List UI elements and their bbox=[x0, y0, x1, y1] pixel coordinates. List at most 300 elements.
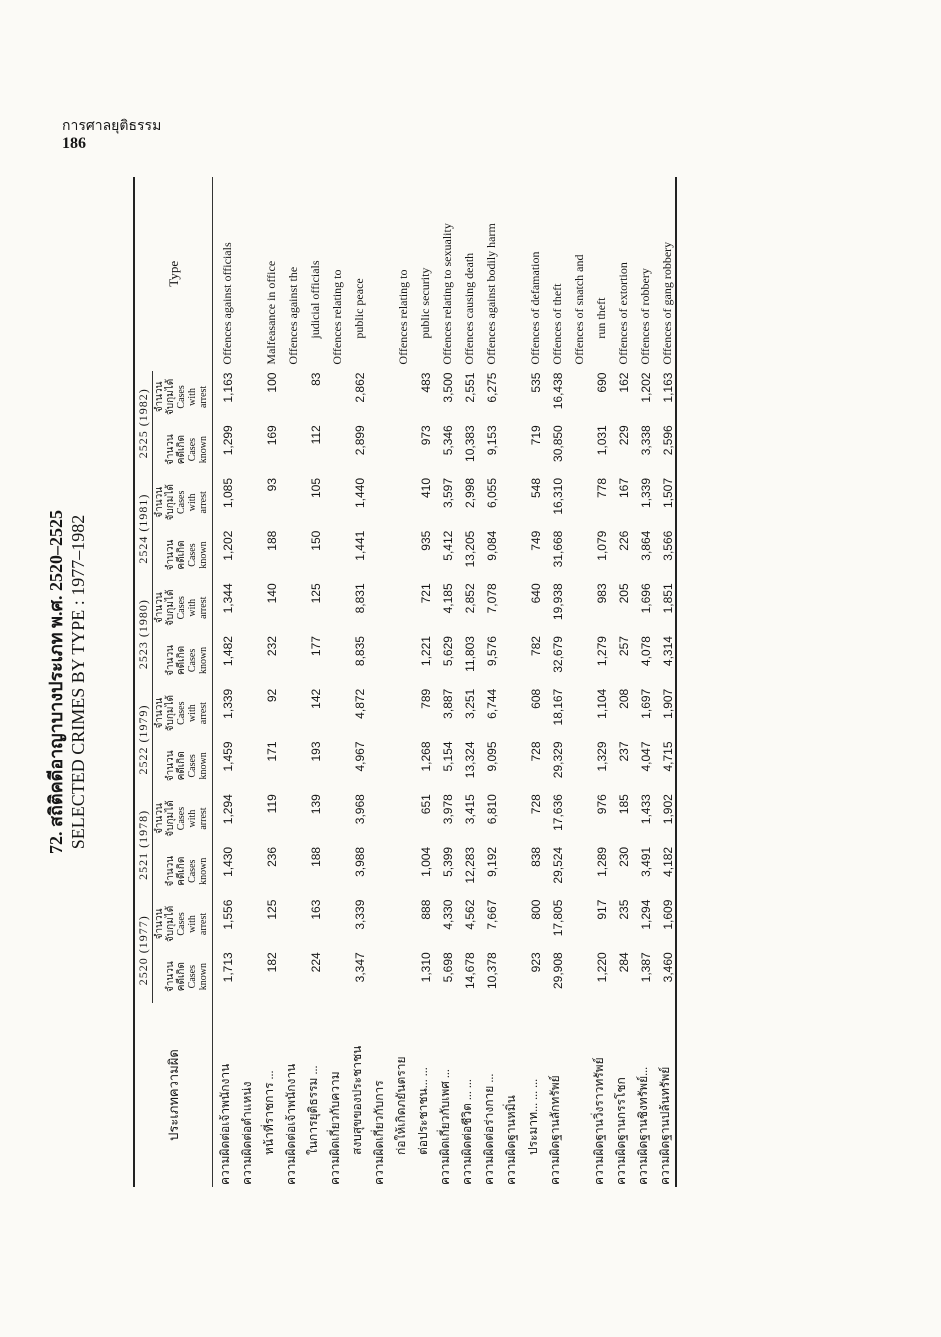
year-header-3: 2523 (1980) bbox=[134, 581, 153, 686]
cases-with-arrest-cell: 608 bbox=[529, 688, 543, 709]
cases-with-arrest-cell bbox=[565, 792, 587, 845]
cases-known-header bbox=[153, 845, 213, 898]
cases-known-cell: 8,835 bbox=[353, 636, 367, 667]
cases-known-cell bbox=[279, 739, 301, 792]
cases-with-arrest-cell: 6,055 bbox=[485, 477, 499, 508]
cases-with-arrest-cell: 1,294 bbox=[639, 899, 653, 930]
cases-with-arrest-cell bbox=[367, 476, 389, 529]
cases-with-arrest-cell: 208 bbox=[617, 688, 631, 709]
cases-with-arrest-cell: 410 bbox=[419, 477, 433, 498]
cases-known-cell: 32,679 bbox=[551, 636, 565, 673]
cases-with-arrest-cell: 185 bbox=[617, 794, 631, 815]
cases-known-cell bbox=[499, 423, 521, 476]
cases-known-cell bbox=[389, 634, 411, 687]
cases-with-arrest-cell: 139 bbox=[309, 794, 323, 815]
cases-known-cell bbox=[565, 845, 587, 898]
subheader-word: จับกุมได้ bbox=[165, 484, 176, 521]
cases-with-arrest-cell: 983 bbox=[595, 583, 609, 604]
cases-with-arrest-cell: 651 bbox=[419, 794, 433, 815]
cases-with-arrest-cell: 888 bbox=[419, 899, 433, 920]
cases-known-cell: 4,047 bbox=[639, 741, 653, 772]
row-type-thai: ความผิดต่อเจ้าพนักงาน bbox=[284, 1063, 298, 1185]
cases-with-arrest-cell: 1,507 bbox=[653, 476, 676, 529]
table-row bbox=[609, 177, 631, 1187]
cases-with-arrest-cell: 917 bbox=[595, 899, 609, 920]
cases-with-arrest-cell: 3,978 bbox=[441, 794, 455, 825]
cases-known-header bbox=[153, 739, 213, 792]
row-type-thai: ความผิดฐานชิงทรัพย์... bbox=[636, 1066, 650, 1185]
cases-with-arrest-cell bbox=[323, 687, 345, 740]
year-header-2: 2522 (1979) bbox=[134, 687, 153, 792]
cases-known-cell bbox=[323, 423, 345, 476]
cases-with-arrest-cell: 2,998 bbox=[463, 477, 477, 508]
cases-known-cell: 29,329 bbox=[551, 741, 565, 779]
cases-with-arrest-cell: 17,805 bbox=[551, 899, 565, 937]
subheader-word: จำนวน bbox=[165, 855, 176, 887]
cases-with-arrest-cell bbox=[367, 687, 389, 740]
cases-known-cell: 5,346 bbox=[441, 425, 455, 456]
cases-with-arrest-cell bbox=[389, 581, 411, 634]
row-type-english: Offences of robbery bbox=[638, 268, 652, 365]
cases-with-arrest-cell: 1,851 bbox=[653, 581, 676, 634]
cases-known-cell bbox=[565, 950, 587, 1003]
cases-known-cell bbox=[235, 423, 257, 476]
cases-known-cell: 177 bbox=[309, 636, 323, 657]
cases-with-arrest-cell: 789 bbox=[419, 688, 433, 709]
cases-known-cell: 1,220 bbox=[595, 952, 609, 983]
cases-with-arrest-cell: 778 bbox=[595, 477, 609, 498]
cases-with-arrest-cell: 800 bbox=[529, 899, 543, 920]
cases-with-arrest-cell bbox=[565, 581, 587, 634]
cases-known-cell bbox=[565, 634, 587, 687]
cases-with-arrest-cell: 535 bbox=[529, 372, 543, 393]
cases-known-cell: 169 bbox=[265, 425, 279, 446]
cases-known-cell: 284 bbox=[617, 952, 631, 973]
subheader-word: คดีเกิด bbox=[176, 645, 187, 676]
table-title bbox=[45, 177, 89, 1187]
cases-with-arrest-cell: 167 bbox=[617, 477, 631, 498]
cases-known-cell bbox=[235, 634, 257, 687]
subheader-word: จับกุมได้ bbox=[165, 694, 176, 732]
cases-known-cell: 2,899 bbox=[353, 425, 367, 456]
cases-with-arrest-cell: 2,852 bbox=[463, 583, 477, 614]
cases-with-arrest-cell bbox=[279, 581, 301, 634]
subheader-word: known bbox=[198, 752, 209, 780]
cases-with-arrest-cell: 1,696 bbox=[639, 583, 653, 614]
cases-known-cell: 13,205 bbox=[463, 530, 477, 568]
cases-with-arrest-cell: 105 bbox=[309, 477, 323, 498]
cases-with-arrest-cell bbox=[499, 476, 521, 529]
row-type-english: Offences of snatch and bbox=[572, 254, 586, 365]
subheader-word: จำนวน bbox=[154, 908, 165, 940]
cases-with-arrest-cell: 1,609 bbox=[653, 898, 676, 951]
cases-with-arrest-cell bbox=[279, 371, 301, 424]
subheader-word: Cases bbox=[176, 806, 187, 831]
cases-known-cell bbox=[235, 739, 257, 792]
table-body bbox=[213, 177, 677, 1187]
cases-known-cell bbox=[235, 529, 257, 582]
cases-known-cell bbox=[499, 529, 521, 582]
cases-known-cell: 9,192 bbox=[485, 846, 499, 877]
table-row bbox=[543, 177, 565, 1187]
subheader-word: Cases bbox=[187, 437, 198, 462]
cases-with-arrest-cell bbox=[323, 476, 345, 529]
cases-with-arrest-header bbox=[153, 792, 213, 845]
cases-with-arrest-cell: 140 bbox=[265, 583, 279, 604]
row-type-thai: หน้าที่ราชการ ... bbox=[262, 1070, 276, 1155]
table-row bbox=[235, 177, 257, 1187]
row-type-english: public peace bbox=[352, 278, 366, 339]
subheader-word: จำนวน bbox=[165, 961, 176, 993]
year-header-row bbox=[134, 177, 153, 1187]
table-row bbox=[323, 177, 345, 1187]
cases-with-arrest-cell: 2,551 bbox=[463, 372, 477, 403]
cases-with-arrest-cell bbox=[323, 898, 345, 951]
cases-known-cell: 9,576 bbox=[485, 636, 499, 667]
cases-with-arrest-cell: 728 bbox=[529, 794, 543, 815]
cases-known-cell: 1,279 bbox=[595, 636, 609, 667]
cases-known-cell: 224 bbox=[309, 952, 323, 973]
cases-known-cell: 31,668 bbox=[551, 530, 565, 568]
cases-with-arrest-cell bbox=[389, 792, 411, 845]
cases-with-arrest-cell bbox=[279, 792, 301, 845]
cases-with-arrest-cell: 83 bbox=[309, 372, 323, 386]
subheader-word: คดีเกิด bbox=[176, 856, 187, 886]
row-type-thai: ความผิดฐานวิ่งราวทรัพย์ bbox=[592, 1057, 606, 1185]
subheader-word: Cases bbox=[176, 490, 187, 514]
cases-known-cell: 257 bbox=[617, 636, 631, 657]
cases-known-cell: 3,566 bbox=[653, 529, 676, 582]
page-number: 186 bbox=[62, 135, 86, 152]
row-type-english: Offences against officials bbox=[220, 242, 234, 365]
cases-known-cell bbox=[235, 950, 257, 1003]
cases-known-cell bbox=[367, 950, 389, 1003]
cases-with-arrest-cell: 3,339 bbox=[353, 899, 367, 930]
subheader-word: Cases bbox=[176, 701, 187, 725]
cases-known-cell: 4,182 bbox=[653, 845, 676, 898]
cases-known-cell bbox=[279, 529, 301, 582]
cases-with-arrest-cell: 1,339 bbox=[221, 688, 235, 719]
cases-with-arrest-cell: 17,636 bbox=[551, 794, 565, 831]
cases-known-cell: 5,412 bbox=[441, 530, 455, 561]
cases-known-cell: 12,283 bbox=[463, 846, 477, 884]
row-type-thai: ความผิดเกี่ยวกับความ bbox=[328, 1071, 342, 1185]
cases-with-arrest-cell: 1,433 bbox=[639, 794, 653, 825]
cases-with-arrest-cell: 548 bbox=[529, 477, 543, 498]
row-type-english: Offences against bodily harm bbox=[484, 223, 498, 365]
row-type-english: Offences of defamation bbox=[528, 251, 542, 365]
cases-with-arrest-cell: 3,415 bbox=[463, 794, 477, 825]
subheader-word: arrest bbox=[198, 807, 209, 830]
cases-known-cell bbox=[389, 423, 411, 476]
crime-statistics-table bbox=[133, 177, 677, 1187]
cases-known-cell: 237 bbox=[617, 741, 631, 762]
cases-known-cell: 1,713 bbox=[221, 952, 235, 983]
subheader-word: จำนวน bbox=[154, 803, 165, 834]
cases-known-cell: 5,698 bbox=[441, 952, 455, 983]
row-type-thai: ความผิดฐานกรรโชก bbox=[614, 1077, 628, 1185]
type-thai-header: ประเภทความผิด bbox=[166, 1049, 181, 1141]
cases-with-arrest-cell: 162 bbox=[617, 372, 631, 393]
cases-known-cell: 935 bbox=[419, 530, 433, 551]
cases-with-arrest-cell: 93 bbox=[265, 477, 279, 492]
cases-with-arrest-cell: 1,294 bbox=[221, 794, 235, 825]
row-type-thai: ประมาท... ... ... bbox=[526, 1078, 540, 1155]
table-row bbox=[521, 177, 543, 1187]
cases-with-arrest-cell bbox=[235, 581, 257, 634]
cases-with-arrest-cell bbox=[323, 792, 345, 845]
subheader-word: known bbox=[198, 963, 209, 991]
cases-with-arrest-cell: 19,938 bbox=[551, 583, 565, 621]
cases-known-cell bbox=[367, 529, 389, 582]
row-type-english: Malfeasance in office bbox=[264, 260, 278, 365]
table-row bbox=[301, 177, 323, 1187]
subheader-word: จับกุมได้ bbox=[165, 378, 176, 416]
cases-known-cell bbox=[323, 529, 345, 582]
cases-known-cell: 112 bbox=[309, 425, 323, 445]
cases-with-arrest-cell bbox=[235, 898, 257, 951]
cases-with-arrest-cell: 1,339 bbox=[639, 477, 653, 508]
running-title: การศาลยุติธรรม bbox=[62, 119, 162, 134]
row-type-thai bbox=[565, 1003, 587, 1187]
cases-with-arrest-cell: 1,104 bbox=[595, 688, 609, 719]
cases-with-arrest-cell bbox=[499, 792, 521, 845]
cases-with-arrest-cell: 119 bbox=[265, 794, 279, 814]
cases-with-arrest-cell: 1,902 bbox=[653, 792, 676, 845]
cases-known-cell: 193 bbox=[309, 741, 323, 762]
cases-with-arrest-cell bbox=[279, 476, 301, 529]
cases-known-cell: 1,202 bbox=[221, 530, 235, 561]
cases-known-cell: 3,864 bbox=[639, 530, 653, 561]
cases-known-cell bbox=[389, 950, 411, 1003]
row-type-english bbox=[499, 177, 521, 371]
subheader-word: จับกุมได้ bbox=[165, 905, 176, 943]
cases-known-cell: 4,715 bbox=[653, 739, 676, 792]
cases-with-arrest-cell: 690 bbox=[595, 372, 609, 393]
cases-with-arrest-cell bbox=[323, 581, 345, 634]
cases-known-cell: 236 bbox=[265, 846, 279, 867]
cases-with-arrest-cell: 7,078 bbox=[485, 583, 499, 614]
subheader-word: คดีเกิด bbox=[176, 962, 187, 992]
cases-with-arrest-cell bbox=[367, 371, 389, 424]
cases-known-cell: 1,310 bbox=[419, 952, 433, 983]
cases-with-arrest-cell: 142 bbox=[309, 688, 323, 709]
row-type-thai: ความผิดเกี่ยวกับการ bbox=[372, 1080, 386, 1185]
cases-with-arrest-cell: 2,862 bbox=[353, 372, 367, 403]
cases-with-arrest-cell: 16,438 bbox=[551, 372, 565, 410]
cases-known-cell: 4,967 bbox=[353, 741, 367, 772]
cases-known-cell: 1,329 bbox=[595, 741, 609, 772]
cases-with-arrest-cell: 7,667 bbox=[485, 899, 499, 930]
cases-known-cell: 226 bbox=[617, 530, 631, 551]
cases-known-cell: 188 bbox=[309, 846, 323, 867]
cases-with-arrest-cell bbox=[367, 898, 389, 951]
cases-with-arrest-cell: 125 bbox=[265, 899, 279, 920]
subheader-word: จำนวน bbox=[165, 645, 176, 676]
row-type-english: Offences relating to bbox=[396, 269, 410, 365]
row-type-english: Offences against the bbox=[286, 266, 300, 365]
subheader-word: arrest bbox=[198, 491, 209, 514]
cases-with-arrest-cell: 1,440 bbox=[353, 477, 367, 508]
cases-known-cell bbox=[323, 950, 345, 1003]
table-row bbox=[279, 177, 301, 1187]
subheader-word: Cases bbox=[187, 964, 198, 989]
cases-known-cell bbox=[499, 739, 521, 792]
subheader-word: Cases bbox=[187, 648, 198, 673]
cases-known-cell: 782 bbox=[529, 636, 543, 657]
subheader-word: จับกุมได้ bbox=[165, 800, 176, 837]
subheader-word: arrest bbox=[198, 702, 209, 725]
cases-known-cell: 1,289 bbox=[595, 846, 609, 877]
cases-known-cell bbox=[389, 845, 411, 898]
page-header bbox=[62, 118, 161, 152]
row-type-thai: ความผิดฐานปล้นทรัพย์ bbox=[653, 1003, 676, 1187]
row-type-english: Offences of theft bbox=[550, 283, 564, 365]
cases-with-arrest-cell: 976 bbox=[595, 794, 609, 815]
subheader-word: จับกุมได้ bbox=[165, 589, 176, 626]
cases-known-cell bbox=[499, 634, 521, 687]
row-type-english bbox=[235, 177, 257, 371]
row-type-thai: ต่อประชาชน... ... bbox=[416, 1067, 430, 1155]
cases-known-cell: 3,338 bbox=[639, 425, 653, 456]
cases-known-cell bbox=[367, 423, 389, 476]
row-type-english: Offences relating to bbox=[330, 269, 344, 365]
cases-with-arrest-header bbox=[153, 581, 213, 634]
cases-with-arrest-cell bbox=[389, 898, 411, 951]
row-type-english bbox=[367, 177, 389, 371]
table-row bbox=[257, 177, 279, 1187]
cases-known-cell: 1,079 bbox=[595, 530, 609, 561]
subheader-word: with bbox=[187, 388, 198, 406]
table-title-thai: 72. สถิติคดีอาญาบางประเภท พ.ศ. 2520–2525 bbox=[46, 510, 66, 854]
cases-known-cell: 171 bbox=[265, 741, 279, 762]
cases-known-cell: 188 bbox=[265, 530, 279, 551]
cases-known-cell: 9,095 bbox=[485, 741, 499, 772]
cases-known-cell: 5,154 bbox=[441, 741, 455, 772]
cases-with-arrest-cell: 1,907 bbox=[653, 687, 676, 740]
cases-known-cell: 2,596 bbox=[653, 423, 676, 476]
cases-with-arrest-cell bbox=[279, 898, 301, 951]
cases-known-cell bbox=[279, 423, 301, 476]
cases-with-arrest-cell bbox=[323, 371, 345, 424]
cases-known-cell bbox=[389, 529, 411, 582]
cases-with-arrest-cell bbox=[235, 792, 257, 845]
subheader-word: Cases bbox=[176, 385, 187, 409]
cases-with-arrest-cell: 3,251 bbox=[463, 688, 477, 719]
cases-with-arrest-cell: 235 bbox=[617, 899, 631, 920]
subheader-word: known bbox=[198, 541, 209, 569]
cases-with-arrest-cell: 163 bbox=[309, 899, 323, 920]
cases-with-arrest-cell: 721 bbox=[419, 583, 433, 604]
cases-known-cell: 11,803 bbox=[463, 636, 477, 672]
cases-known-cell: 232 bbox=[265, 636, 279, 657]
cases-with-arrest-cell: 100 bbox=[265, 372, 279, 393]
row-type-thai: สงบสุขของประชาชน bbox=[350, 1045, 364, 1155]
cases-with-arrest-header bbox=[153, 687, 213, 740]
cases-known-cell bbox=[323, 845, 345, 898]
subheader-word: arrest bbox=[198, 385, 209, 409]
subheader-word: จำนวน bbox=[154, 381, 165, 413]
subheader-word: คดีเกิด bbox=[176, 751, 187, 781]
cases-with-arrest-header bbox=[153, 371, 213, 424]
row-type-english: Offences causing death bbox=[462, 252, 476, 365]
cases-with-arrest-cell bbox=[499, 581, 521, 634]
cases-with-arrest-cell: 3,500 bbox=[441, 372, 455, 403]
subheader-word: with bbox=[187, 915, 198, 933]
cases-with-arrest-cell: 92 bbox=[265, 688, 279, 703]
subheader-word: with bbox=[187, 809, 198, 828]
cases-known-cell: 30,850 bbox=[551, 425, 565, 462]
table-row bbox=[499, 177, 521, 1187]
cases-with-arrest-cell: 1,697 bbox=[639, 688, 653, 719]
cases-with-arrest-cell: 4,185 bbox=[441, 583, 455, 614]
cases-known-cell: 5,629 bbox=[441, 636, 455, 667]
cases-known-cell: 1,482 bbox=[221, 636, 235, 667]
cases-known-cell: 923 bbox=[529, 952, 543, 973]
row-type-thai: ความผิดเกี่ยวกับเพศ ... bbox=[438, 1069, 452, 1185]
row-type-thai: ความผิดต่อชีวิต ... ... bbox=[460, 1079, 474, 1185]
subheader-word: known bbox=[198, 646, 209, 675]
cases-known-cell bbox=[279, 950, 301, 1003]
cases-known-cell: 229 bbox=[617, 425, 631, 446]
cases-known-cell: 1,299 bbox=[221, 425, 235, 456]
cases-with-arrest-cell: 3,968 bbox=[353, 794, 367, 825]
cases-known-cell bbox=[367, 634, 389, 687]
cases-with-arrest-cell: 8,831 bbox=[353, 583, 367, 614]
cases-with-arrest-cell: 1,085 bbox=[221, 477, 235, 508]
subheader-word: จำนวน bbox=[165, 750, 176, 782]
cases-known-header bbox=[153, 423, 213, 476]
cases-with-arrest-cell: 1,163 bbox=[221, 372, 235, 403]
cases-known-cell bbox=[565, 529, 587, 582]
row-type-thai: ความผิดต่อเจ้าพนักงาน bbox=[218, 1063, 232, 1185]
row-type-english: run theft bbox=[594, 297, 608, 339]
cases-with-arrest-cell: 4,330 bbox=[441, 899, 455, 930]
cases-known-cell: 719 bbox=[529, 425, 543, 446]
subheader-word: จำนวน bbox=[154, 592, 165, 624]
cases-known-cell: 1,459 bbox=[221, 741, 235, 772]
cases-known-cell: 3,460 bbox=[653, 950, 676, 1003]
cases-known-cell bbox=[279, 845, 301, 898]
cases-with-arrest-cell: 4,872 bbox=[353, 688, 367, 719]
cases-with-arrest-cell: 3,597 bbox=[441, 477, 455, 508]
cases-with-arrest-cell: 4,562 bbox=[463, 899, 477, 930]
table-row bbox=[455, 177, 477, 1187]
cases-known-cell: 1,031 bbox=[595, 425, 609, 456]
subheader-word: with bbox=[187, 598, 198, 617]
cases-known-cell: 3,491 bbox=[639, 846, 653, 877]
cases-known-cell: 13,324 bbox=[463, 741, 477, 779]
cases-with-arrest-cell bbox=[235, 687, 257, 740]
table-row bbox=[631, 177, 653, 1187]
cases-known-cell: 230 bbox=[617, 846, 631, 867]
cases-with-arrest-cell bbox=[367, 581, 389, 634]
cases-known-cell: 29,908 bbox=[551, 952, 565, 989]
table-row bbox=[411, 177, 433, 1187]
cases-with-arrest-header bbox=[153, 898, 213, 951]
cases-known-cell: 1,430 bbox=[221, 846, 235, 877]
row-type-english: Offences of extortion bbox=[616, 262, 630, 365]
cases-known-cell bbox=[367, 845, 389, 898]
table-row bbox=[389, 177, 411, 1187]
cases-with-arrest-cell: 640 bbox=[529, 583, 543, 604]
cases-known-cell bbox=[323, 739, 345, 792]
cases-known-cell bbox=[279, 634, 301, 687]
cases-with-arrest-cell bbox=[367, 792, 389, 845]
subheader-word: จำนวน bbox=[154, 697, 165, 729]
cases-with-arrest-cell: 3,887 bbox=[441, 688, 455, 719]
cases-known-cell: 728 bbox=[529, 741, 543, 762]
